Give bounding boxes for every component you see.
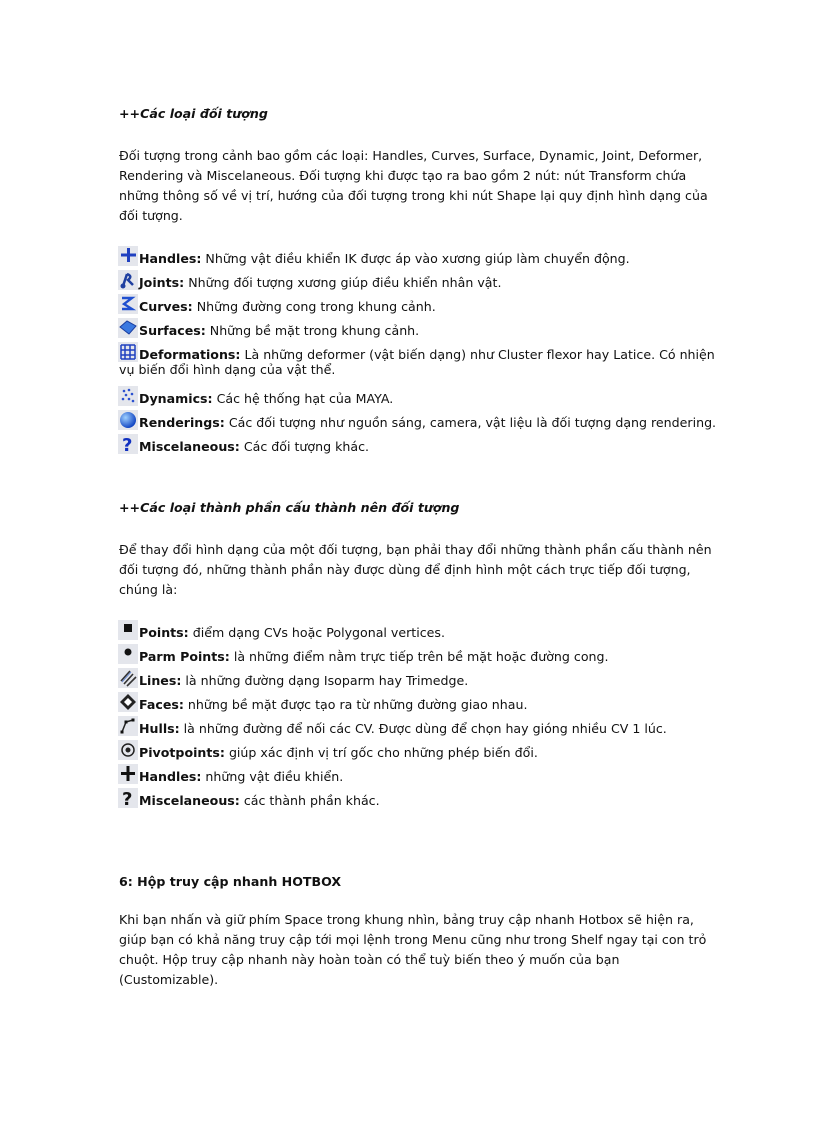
section-heading-components: ++Các loại thành phần cấu thành nên đối tượng: [119, 500, 460, 515]
svg-text:?: ?: [122, 435, 133, 454]
faces-icon: [118, 692, 138, 712]
list-item-renderings: [118, 410, 718, 434]
item-label: Joints:: [139, 275, 185, 290]
item-text: Là những deformer (vật biến dạng) như Cluster flexor hay Latice. Có nhiện: [240, 347, 715, 362]
item-label: Pivotpoints:: [139, 745, 225, 760]
item-text: là những đường dạng Isoparm hay Trimedge.: [181, 673, 469, 688]
text-line: chúng là:: [119, 582, 178, 597]
text-line: Để thay đổi hình dạng của một đối tượng, bạn phải thay đổi những thành phần cấu thành nên: [119, 542, 712, 557]
item-text: Các đối tượng khác.: [239, 439, 369, 454]
object-type-list: [118, 246, 718, 458]
item-label: Curves:: [139, 299, 193, 314]
list-item-handles: [118, 246, 718, 270]
item-text: giúp xác định vị trí gốc cho những phép biến đổi.: [224, 745, 538, 760]
text-line: đối tượng.: [119, 208, 183, 223]
text-line: chuột. Hộp truy cập nhanh này hoàn toàn có thể tuỳ biến theo ý muốn của bạn: [119, 952, 620, 967]
lines-icon: [118, 668, 138, 688]
list-item-dynamics: [118, 386, 718, 410]
item-label: Handles:: [139, 251, 202, 266]
deformer-icon: [118, 342, 138, 362]
section2-intro: [119, 540, 712, 600]
item-label: Dynamics:: [139, 391, 213, 406]
section1-intro: [119, 146, 709, 226]
list-item-lines: [118, 668, 718, 692]
text-line: đối tượng đó, những thành phần này được dùng để định hình một cách trực tiếp đối tượng,: [119, 562, 691, 577]
item-label: Deformations:: [139, 347, 241, 362]
section-heading-hotbox: 6: Hộp truy cập nhanh HOTBOX: [119, 874, 342, 889]
component-type-list: [118, 620, 718, 812]
question-black-icon: [118, 788, 138, 808]
text-line: Đối tượng trong cảnh bao gồm các loại: Handles, Curves, Surface, Dynamic, Joint, Deformer,: [119, 148, 703, 163]
item-text: là những điểm nằm trực tiếp trên bề mặt hoặc đường cong.: [229, 649, 609, 664]
list-item-hulls: [118, 716, 718, 740]
particle-icon: [118, 386, 138, 406]
item-label: Miscelaneous:: [139, 439, 240, 454]
item-text: những vật điều khiển.: [201, 769, 344, 784]
curve-icon: [118, 294, 138, 314]
list-item-miscelaneous-component: [118, 788, 718, 812]
item-label: Surfaces:: [139, 323, 206, 338]
svg-text:?: ?: [122, 789, 133, 808]
hulls-icon: [118, 716, 138, 736]
item-text: Những vật điều khiển IK được áp vào xương giúp làm chuyển động.: [201, 251, 630, 266]
surface-icon: [118, 318, 138, 338]
text-line: những thông số về vị trí, hướng của đối tượng trong khi nút Shape lại quy định hình dạng của: [119, 188, 708, 203]
section-heading-object-types: ++Các loại đối tượng: [119, 106, 268, 121]
item-label: Renderings:: [139, 415, 225, 430]
list-item-faces: [118, 692, 718, 716]
list-item-miscelaneous: [118, 434, 718, 458]
item-text: Những đối tượng xương giúp điều khiển nhân vật.: [184, 275, 502, 290]
list-item-deformations: [118, 342, 718, 386]
item-text: điểm dạng CVs hoặc Polygonal vertices.: [188, 625, 445, 640]
item-text: những bề mặt được tạo ra từ những đường giao nhau.: [183, 697, 528, 712]
item-label: Handles:: [139, 769, 202, 784]
item-text: Những bề mặt trong khung cảnh.: [205, 323, 420, 338]
section3-intro: [119, 910, 709, 990]
list-item-curves: [118, 294, 718, 318]
item-text: Các hệ thống hạt của MAYA.: [212, 391, 394, 406]
item-text-continued: vụ biến đổi hình dạng của vật thể.: [119, 362, 336, 377]
item-text: Các đối tượng như nguồn sáng, camera, vật liệu là đối tượng dạng rendering.: [224, 415, 717, 430]
question-icon: [118, 434, 138, 454]
list-item-joints: [118, 270, 718, 294]
pivot-icon: [118, 740, 138, 760]
list-item-pivotpoints: [118, 740, 718, 764]
item-text: Những đường cong trong khung cảnh.: [192, 299, 436, 314]
text-line: (Customizable).: [119, 972, 219, 987]
text-line: Khi bạn nhấn và giữ phím Space trong khung nhìn, bảng truy cập nhanh Hotbox sẽ hiện ra,: [119, 912, 694, 927]
sphere-icon: [118, 410, 138, 430]
text-line: Rendering và Miscelaneous. Đối tượng khi được tạo ra bao gồm 2 nút: nút Transform chứa: [119, 168, 687, 183]
item-label: Lines:: [139, 673, 182, 688]
item-text: là những đường để nối các CV. Được dùng để chọn hay gióng nhiều CV 1 lúc.: [179, 721, 667, 736]
list-item-points: [118, 620, 718, 644]
list-item-parm-points: [118, 644, 718, 668]
text-line: giúp bạn có khả năng truy cập tới mọi lệnh trong Menu cũng như trong Shelf ngay tại con trỏ: [119, 932, 707, 947]
handle-black-plus-icon: [118, 764, 138, 784]
item-label: Points:: [139, 625, 189, 640]
list-item-surfaces: [118, 318, 718, 342]
list-item-handles-component: [118, 764, 718, 788]
item-label: Faces:: [139, 697, 184, 712]
item-text: các thành phần khác.: [239, 793, 380, 808]
joint-icon: [118, 270, 138, 290]
item-label: Parm Points:: [139, 649, 230, 664]
point-square-icon: [118, 620, 138, 640]
handle-plus-icon: [118, 246, 138, 266]
item-label: Miscelaneous:: [139, 793, 240, 808]
parm-point-icon: [118, 644, 138, 664]
item-label: Hulls:: [139, 721, 180, 736]
